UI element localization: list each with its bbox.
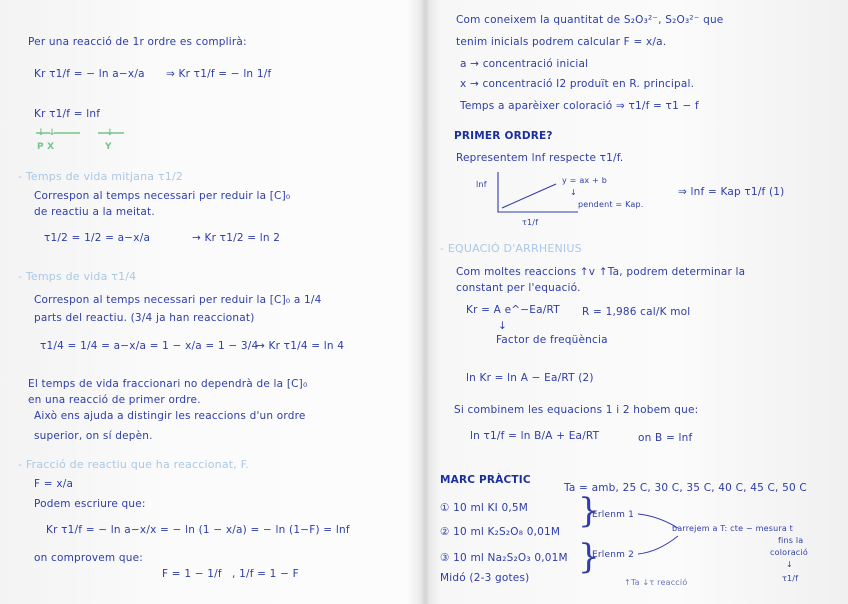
material-item: ② 10 ml K₂S₂O₈ 0,01M — [440, 526, 561, 538]
formula: τ1/4 = 1/4 = a−x/a = 1 − x/a = 1 − 3/4 — [40, 340, 259, 352]
formula: F = x/a — [34, 478, 74, 490]
section-title: MARC PRÀCTIC — [440, 474, 531, 486]
formula: ⇒ Kr τ1/f = − ln 1/f — [166, 68, 272, 80]
procedure-note: barrejem a T: cte − mesura t — [672, 524, 794, 533]
formula: Kr = A e^−Ea/RT — [466, 304, 560, 316]
text-line: Temps a aparèixer coloració ⇒ τ1/f = τ1 − f — [460, 100, 699, 112]
formula: F = 1 − 1/f — [162, 568, 222, 580]
formula: ln τ1/f = ln B/A + Ea/RT — [470, 430, 600, 442]
section-heading: - Fracció de reactiu que ha reaccionat, F. — [18, 458, 250, 471]
text-line: superior, on sí depèn. — [34, 430, 153, 442]
variable-label: Y — [105, 142, 112, 152]
material-item: Midó (2-3 gotes) — [440, 572, 530, 584]
brace: } — [578, 491, 600, 531]
text-line: x → concentració I2 produït en R. principal. — [460, 78, 695, 90]
text-line: constant per l'equació. — [456, 282, 581, 294]
section-title: PRIMER ORDRE? — [454, 130, 553, 142]
variable-labels: P X — [37, 142, 55, 152]
text-line: Representem lnf respecte τ1/f. — [456, 152, 624, 164]
text-line: Com coneixem la quantitat de S₂O₃²⁻, S₂O₃²⁻ que — [456, 14, 724, 26]
arrow: ↓ — [498, 320, 507, 332]
flask-label: Erlenm 2 — [592, 550, 635, 560]
text-line: Per una reacció de 1r ordre es complirà: — [28, 36, 247, 48]
procedure-arrow: ↓ — [786, 560, 793, 569]
formula: , 1/f = 1 − F — [232, 568, 299, 580]
procedure-note: τ1/f — [782, 574, 799, 583]
formula: → Kr τ1/2 = ln 2 — [192, 232, 281, 244]
text-line: Com moltes reaccions ↑v ↑Ta, podrem determinar la — [456, 266, 746, 278]
flask-label: Erlenm 1 — [592, 510, 635, 520]
text-line: on comprovem que: — [34, 552, 143, 564]
text-line: Ta = amb, 25 C, 30 C, 35 C, 40 C, 45 C, 50 C — [564, 482, 807, 494]
plot-equation: y = ax + b — [562, 176, 608, 185]
procedure-note: coloració — [770, 548, 808, 557]
right-page — [426, 0, 848, 604]
arrow-labels: ↓ ↓ — [37, 128, 56, 138]
plot-x-label: τ1/f — [522, 218, 539, 227]
formula: R = 1,986 cal/K mol — [582, 306, 691, 318]
plot-y-label: lnf — [476, 180, 487, 189]
section-heading: - Temps de vida mitjana τ1/2 — [18, 170, 184, 183]
formula: Kr τ1/f = lnf — [34, 108, 101, 120]
section-heading: - EQUACIÓ D'ARRHENIUS — [440, 242, 582, 255]
left-page — [0, 0, 422, 604]
formula: on B = lnf — [638, 432, 693, 444]
text-line: parts del reactiu. (3/4 ja han reaccionat) — [34, 312, 255, 324]
text-line: Correspon al temps necessari per reduir la [C]₀ a 1/4 — [34, 294, 322, 306]
side-note: ↑Ta ↓τ reacció — [624, 578, 688, 587]
text-line: en una reacció de primer ordre. — [28, 394, 201, 406]
text-line: de reactiu a la meitat. — [34, 206, 155, 218]
text-line: Si combinem les equacions 1 i 2 hobem que: — [454, 404, 699, 416]
formula: Kr τ1/f = − ln a−x/x = − ln (1 − x/a) = − ln (1−F) = lnf — [46, 524, 350, 536]
formula: → Kr τ1/4 = ln 4 — [256, 340, 345, 352]
text-line: Podem escriure que: — [34, 498, 146, 510]
connector-lines — [638, 510, 688, 564]
text-line: Això ens ajuda a distingir les reaccions d'un ordre — [34, 410, 306, 422]
formula: τ1/2 = 1/2 = a−x/a — [44, 232, 151, 244]
material-item: ③ 10 ml Na₂S₂O₃ 0,01M — [440, 552, 568, 564]
text-line: Correspon al temps necessari per reduir la [C]₀ — [34, 190, 291, 202]
text-line: a → concentració inicial — [460, 58, 589, 70]
text-line: tenim inicials podrem calcular F = x/a. — [456, 36, 667, 48]
material-item: ① 10 ml KI 0,5M — [440, 502, 529, 514]
formula: ln Kr = ln A − Ea/RT (2) — [466, 372, 594, 384]
brace: } — [578, 537, 600, 577]
section-heading: - Temps de vida τ1/4 — [18, 270, 137, 283]
formula: Kr τ1/f = − ln a−x/a — [34, 68, 145, 80]
plot-arrow: ↓ — [570, 188, 577, 197]
plot-slope-note: pendent = Kap. — [578, 200, 644, 209]
procedure-note: fins la — [778, 536, 804, 545]
arrow-label: ↓ — [106, 128, 114, 138]
text-line: Factor de freqüència — [496, 334, 608, 346]
formula: ⇒ lnf = Kap τ1/f (1) — [678, 186, 785, 198]
text-line: El temps de vida fraccionari no dependrà de la [C]₀ — [28, 378, 308, 390]
